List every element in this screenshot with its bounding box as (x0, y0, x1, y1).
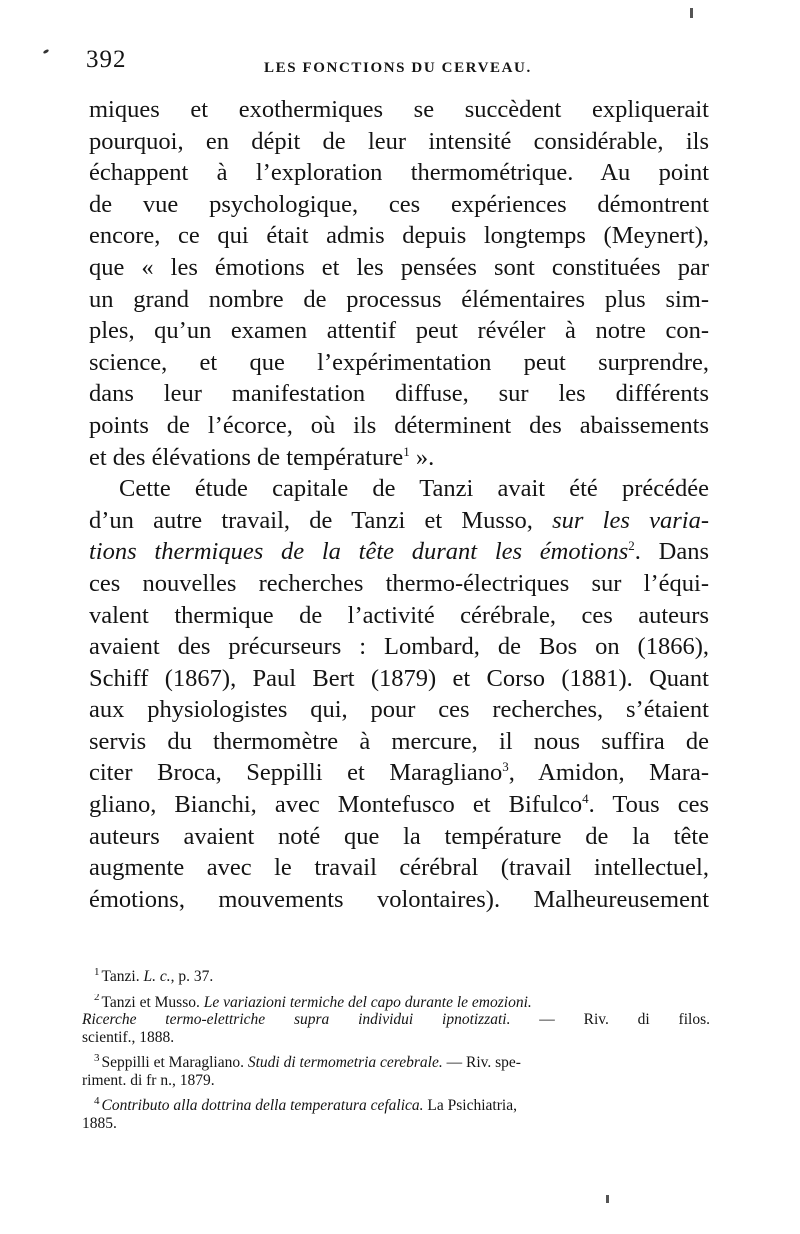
footnote-2-continued: scientif., 1888. (82, 1028, 175, 1046)
text-line: encore, ce qui était admis depuis longtemps (Meynert), (89, 222, 709, 250)
footnote-reference: 4 (582, 790, 589, 806)
footnotes (82, 968, 710, 1132)
italic-title: tions thermiques de la tête durant les émotions (89, 538, 629, 566)
footnote-mark: 3 (94, 1054, 100, 1064)
text-line: servis du thermomètre à mercure, il nous suffira de (89, 727, 709, 755)
text-line: pourquoi, en dépit de leur intensité considérable, ils (89, 127, 709, 155)
text-line (89, 536, 709, 568)
footnote-4-continued: 1885. (82, 1114, 117, 1132)
text-span: ». (409, 443, 435, 471)
text-line (89, 789, 709, 821)
text-span: La Psichiatria, (423, 1097, 517, 1114)
text-line: points de l’écorce, où ils déterminent des abaissements (89, 411, 709, 439)
footnote-4 (82, 1097, 710, 1115)
text-line: augmente avec le travail cérébral (travail intellectuel, (89, 854, 709, 882)
footnote-3-continued: riment. di fr n., 1879. (82, 1071, 215, 1089)
text-line: ples, qu’un examen attentif peut révéler à notre con- (89, 317, 709, 345)
text-line: miques et exothermiques se succèdent expliquerait (89, 96, 709, 123)
footnote-reference: 2 (628, 538, 635, 554)
italic-title: Contributo alla dottrina della temperatura cefalica. (101, 1097, 424, 1114)
footnote-mark: 2 (94, 993, 100, 1004)
text-span: Seppilli et Maragliano. (101, 1054, 248, 1071)
text-line (89, 757, 709, 789)
footnote-mark: 4 (94, 1097, 100, 1107)
footnote-2-continued (82, 1011, 710, 1029)
footnote-reference: 3 (502, 759, 509, 775)
page-header (86, 46, 716, 86)
text-line: que « les émotions et les pensées sont constituées par (89, 253, 709, 281)
scan-mark (690, 8, 693, 18)
text-span: citer Broca, Seppilli et Maragliano (89, 759, 503, 787)
text-span: — Riv. spe- (442, 1054, 521, 1071)
footnote-gap (82, 1089, 710, 1097)
text-line: Schiff (1867), Paul Bert (1879) et Corso (1881). Quant (89, 664, 709, 692)
footnote-3 (82, 1054, 710, 1072)
italic-title: Studi di termometria cerebrale. (247, 1054, 443, 1071)
footnote-gap (82, 986, 710, 994)
text-line: valent thermique de l’activité cérébrale, ces auteurs (89, 601, 709, 629)
text-span: Tanzi. (101, 968, 144, 985)
text-line: science, et que l’expérimentation peut surprendre, (89, 348, 709, 376)
text-span: gliano, Bianchi, avec Montefusco et Bifulco (89, 791, 583, 819)
text-line: ces nouvelles recherches thermo-électriques sur l’équi- (89, 569, 709, 597)
page-number: 392 (86, 46, 127, 73)
text-span: Tanzi et Musso. (101, 993, 204, 1011)
text-line: auteurs avaient noté que la température de la tête (89, 822, 709, 850)
text-line: de vue psychologique, ces expériences démontrent (89, 190, 709, 218)
text-span: . Dans (634, 538, 709, 566)
text-line: avaient des précurseurs : Lombard, de Bos on (1866), (89, 633, 709, 661)
footnote-gap (82, 1046, 710, 1054)
text-line: un grand nombre de processus élémentaires plus sim- (89, 285, 709, 313)
text-line: dans leur manifestation diffuse, sur les différents (89, 380, 709, 408)
italic-title: sur les varia- (552, 506, 709, 534)
footnote-2 (82, 994, 710, 1012)
text-line (89, 442, 709, 474)
body-text (89, 94, 709, 915)
text-span: d’un autre travail, de Tanzi et Musso, (89, 506, 553, 534)
italic-title: L. c. (143, 968, 171, 985)
footnote-1 (82, 968, 710, 986)
text-span: , Amidon, Mara- (508, 759, 709, 787)
scan-speck (43, 49, 50, 55)
text-line: Cette étude capitale de Tanzi avait été précédée (119, 475, 709, 503)
text-span: . Tous ces (588, 791, 709, 819)
text-span: et des élévations de température (89, 443, 404, 471)
text-line: émotions, mouvements volontaires). Malheureusement (89, 885, 709, 913)
text-line (89, 505, 709, 537)
footnote-reference: 1 (403, 443, 410, 459)
scan-mark (606, 1195, 609, 1203)
italic-title: Le variazioni termiche del capo durante le emozioni. (203, 993, 532, 1011)
text-line: aux physiologistes qui, pour ces recherches, s’étaient (89, 696, 709, 724)
text-line: échappent à l’exploration thermométrique. Au point (89, 159, 709, 187)
running-title: LES FONCTIONS DU CERVEAU. (264, 60, 532, 76)
text-span: — Riv. di filos. (510, 1011, 710, 1028)
italic-title: Ricerche termo-elettriche supra individui ipnotizzati. (82, 1011, 511, 1028)
text-span: , p. 37. (170, 968, 214, 985)
footnote-mark: 1 (94, 968, 100, 978)
